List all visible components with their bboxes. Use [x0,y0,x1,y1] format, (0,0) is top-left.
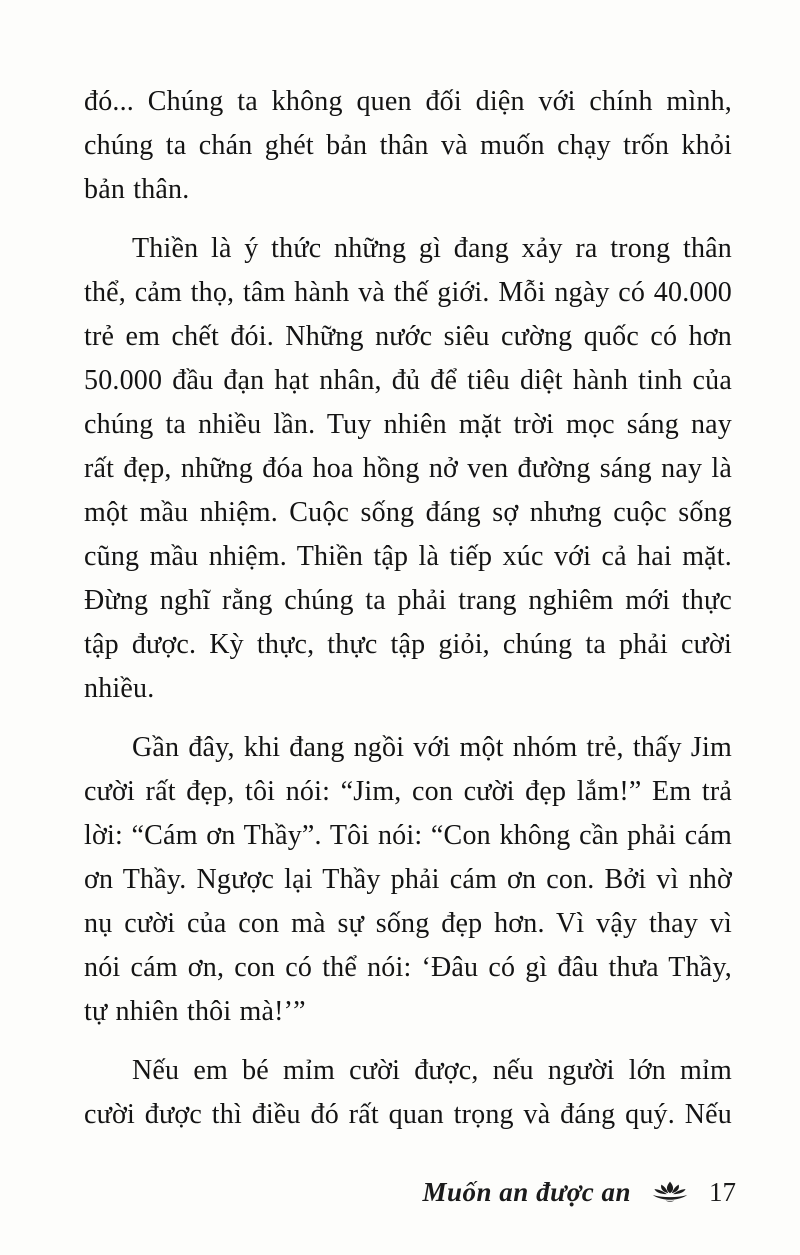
paragraph: Nếu em bé mỉm cười được, nếu người lớn mỉm cười được thì điều đó rất quan trọng và đáng quý. Nếu [84,1055,732,1130]
paragraph: Gần đây, khi đang ngồi với một nhóm trẻ, thấy Jim cười rất đẹp, tôi nói: “Jim, con cười đẹp lắm!” Em trả lời: “Cám ơn Thầy”. Tôi nói: “Con không cần phải cám ơn Thầy. Ngược lại Thầy phải cám ơn con. Bởi vì nhờ nụ cười của con mà sự sống đẹp hơn. Vì vậy thay vì nói cám ơn, con có thể nói: ‘Đâu có gì đâu thưa Thầy, tự nhiên thôi mà!’” [84,732,732,1027]
running-title: Muốn an được an [422,1176,631,1207]
paragraph-continuation: đó... Chúng ta không quen đối diện với chính mình, chúng ta chán ghét bản thân và muốn chạy trốn khỏi bản thân. [84,86,732,205]
body-text [84,80,732,1152]
lotus-icon [651,1180,689,1204]
paragraph: Thiền là ý thức những gì đang xảy ra trong thân thể, cảm thọ, tâm hành và thế giới. Mỗi ngày có 40.000 trẻ em chết đói. Những nước siêu cường quốc có hơn 50.000 đầu đạn hạt nhân, đủ để tiêu diệt hành tinh của chúng ta nhiều lần. Tuy nhiên mặt trời mọc sáng nay rất đẹp, những đóa hoa hồng nở ven đường sáng nay là một mầu nhiệm. Cuộc sống đáng sợ nhưng cuộc sống cũng mầu nhiệm. Thiền tập là tiếp xúc với cả hai mặt. Đừng nghĩ rằng chúng ta phải trang nghiêm mới thực tập được. Kỳ thực, thực tập giỏi, chúng ta phải cười nhiều. [84,233,732,704]
page-number: 17 [709,1176,736,1207]
page-footer [423,1172,736,1212]
